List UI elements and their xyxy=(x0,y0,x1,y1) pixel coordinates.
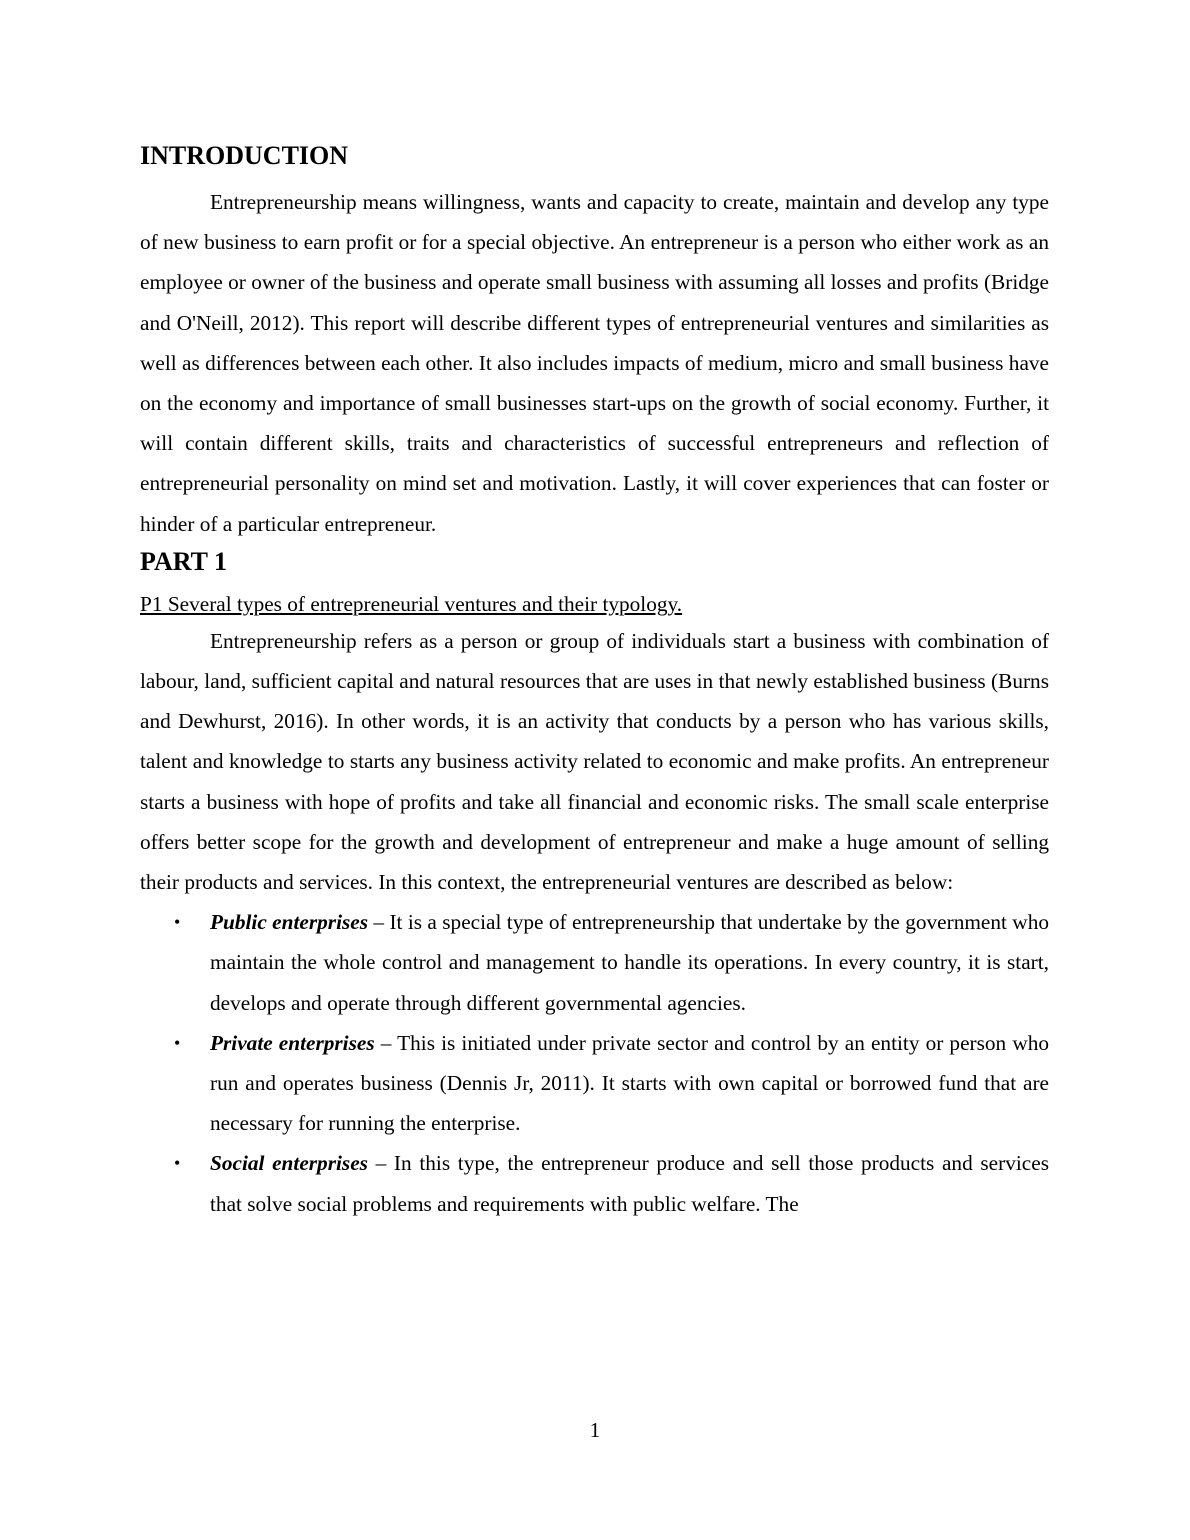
venture-types-list xyxy=(140,902,1049,1224)
bullet-icon: • xyxy=(174,1032,181,1053)
bullet-icon: • xyxy=(174,1153,181,1174)
bullet-term: Social enterprises xyxy=(210,1151,368,1176)
introduction-paragraph: Entrepreneurship means willingness, wants and capacity to create, maintain and develop any type of new business to earn profit or for a special objective. An entrepreneur is a person who either work as an employee or owner of the business and operate small business with assuming all losses and profits (Bridge and O'Neill, 2012). This report will describe different types of entrepreneurial ventures and similarities as well as differences between each other. It also includes impacts of medium, micro and small business have on the economy and importance of small businesses start-ups on the growth of social economy. Further, it will contain different skills, traits and characteristics of successful entrepreneurs and reflection of entrepreneurial personality on mind set and motivation. Lastly, it will cover experiences that can foster or hinder of a particular entrepreneur. xyxy=(140,190,1049,536)
bullet-text: – It is a special type of entrepreneurship that undertake by the government who maintain the whole control and management to handle its operations. In every country, it is start, develops and operate through different governmental agencies. xyxy=(210,910,1049,1015)
bullet-term: Private enterprises xyxy=(210,1030,375,1055)
part1-paragraph: Entrepreneurship refers as a person or group of individuals start a business with combination of labour, land, sufficient capital and natural resources that are uses in that newly established business (Burns and Dewhurst, 2016). In other words, it is an activity that conducts by a person who has various skills, talent and knowledge to starts any business activity related to economic and make profits. An entrepreneur starts a business with hope of profits and take all financial and economic risks. The small scale enterprise offers better scope for the growth and development of entrepreneur and make a huge amount of selling their products and services. In this context, the entrepreneurial ventures are described as below: xyxy=(140,628,1049,895)
list-item-public-enterprises xyxy=(140,902,1049,1023)
part1-subheading: P1 Several types of entrepreneurial ventures and their typology. xyxy=(140,591,683,616)
part1-heading: PART 1 xyxy=(140,546,227,576)
bullet-icon: • xyxy=(174,912,181,933)
bullet-text: – In this type, the entrepreneur produce and sell those products and services that solve social problems and requirements with public welfare. The xyxy=(210,1151,1049,1216)
list-item-private-enterprises xyxy=(140,1023,1049,1144)
page-content xyxy=(140,138,1049,1224)
list-item-social-enterprises xyxy=(140,1143,1049,1223)
bullet-text: – This is initiated under private sector and control by an entity or person who run and operates business (Dennis Jr, 2011). It starts with own capital or borrowed fund that are necessary for running the enterprise. xyxy=(210,1030,1049,1136)
bullet-term: Public enterprises xyxy=(210,910,369,935)
introduction-heading: INTRODUCTION xyxy=(140,141,349,170)
page-number: 1 xyxy=(589,1418,601,1442)
